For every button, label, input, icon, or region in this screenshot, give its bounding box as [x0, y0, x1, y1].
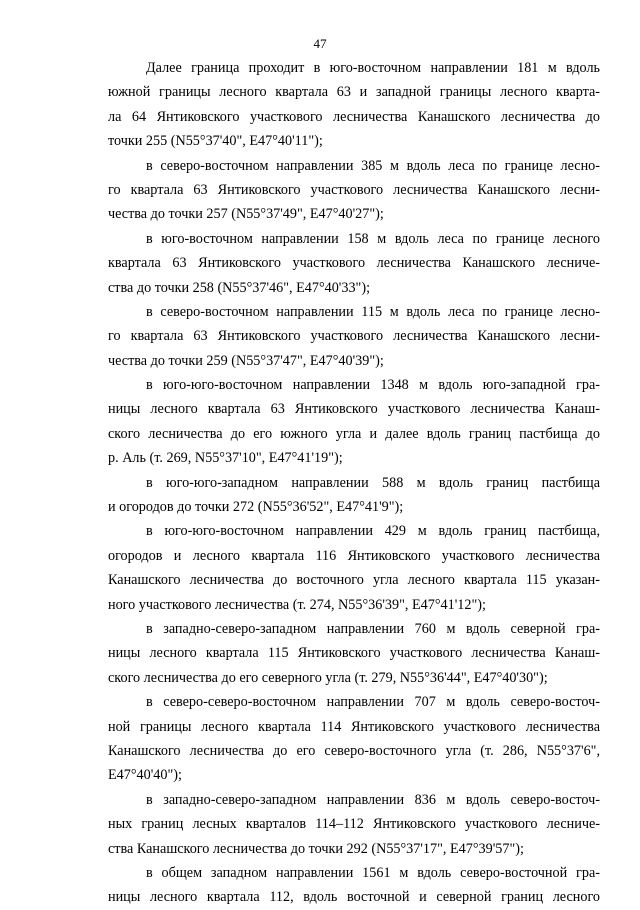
text-line: южной границы лесного квартала 63 и западной границы лесного кварта- [108, 84, 600, 101]
text-line: ных границ лесных кварталов 114–112 Янтиковского участкового лесниче- [108, 816, 600, 833]
text-line: в западно-северо-западном направлении 760 м вдоль северной гра- [146, 620, 600, 637]
text-line: ла 64 Янтиковского участкового лесничества Канашского лесничества до [108, 108, 600, 125]
paragraph [108, 56, 600, 154]
text-line: огородов и лесного квартала 116 Янтиковского участкового лесничества [108, 547, 600, 564]
text-line: го квартала 63 Янтиковского участкового лесничества Канашского лесни- [108, 328, 600, 345]
text-line: ницы лесного квартала 112, вдоль восточной и северной границ лесного [108, 889, 600, 906]
text-line: чества до точки 257 (N55°37'49", E47°40'27"); [108, 206, 384, 223]
text-line: в западно-северо-западном направлении 836 м вдоль северо-восточ- [146, 791, 600, 808]
text-line: и огородов до точки 272 (N55°36'52", E47°41'9"); [108, 499, 404, 516]
paragraph [108, 471, 600, 520]
text-line: в северо-северо-восточном направлении 707 м вдоль северо-восточ- [146, 694, 600, 711]
text-line: чества до точки 259 (N55°37'47", E47°40'39"); [108, 352, 384, 369]
text-line: ства Канашского лесничества до точки 292 (N55°37'17", E47°39'57"); [108, 840, 524, 857]
text-line: ства до точки 258 (N55°37'46", E47°40'33"); [108, 279, 371, 296]
text-line: го квартала 63 Янтиковского участкового лесничества Канашского лесни- [108, 181, 600, 198]
page-number: 47 [313, 36, 327, 51]
text-line: в северо-восточном направлении 385 м вдоль леса по границе лесно- [146, 157, 600, 174]
paragraph [108, 154, 600, 227]
paragraph [108, 861, 600, 910]
text-line: в северо-восточном направлении 115 м вдоль леса по границе лесно- [146, 303, 600, 320]
paragraph [108, 519, 600, 617]
text-line: в общем западном направлении 1561 м вдоль северо-восточной гра- [146, 864, 600, 881]
text-line: ницы лесного квартала 63 Янтиковского участкового лесничества Канаш- [108, 401, 600, 418]
text-line: точки 255 (N55°37'40", E47°40'11"); [108, 133, 323, 150]
text-line: в юго-восточном направлении 158 м вдоль леса по границе лесного [146, 230, 600, 247]
text-line: E47°40'40"); [108, 767, 182, 784]
text-line: ной границы лесного квартала 114 Янтиковского участкового лесничества [108, 718, 600, 735]
document-body [108, 56, 600, 910]
paragraph [108, 227, 600, 300]
text-line: в юго-юго-восточном направлении 1348 м вдоль юго-западной гра- [146, 377, 600, 394]
text-line: Канашского лесничества до восточного угла лесного квартала 115 указан- [108, 572, 600, 589]
paragraph [108, 617, 600, 690]
text-line: квартала 63 Янтиковского участкового лесничества Канашского лесниче- [108, 255, 600, 272]
text-line: Далее граница проходит в юго-восточном направлении 181 м вдоль [146, 60, 600, 76]
text-line: ского лесничества до его южного угла и далее вдоль границ пастбища до [108, 425, 600, 442]
text-line: р. Аль (т. 269, N55°37'10", E47°41'19"); [108, 450, 343, 467]
text-line: ского лесничества до его северного угла (т. 279, N55°36'44", E47°40'30"); [108, 669, 548, 686]
text-line: в юго-юго-западном направлении 588 м вдоль границ пастбища [146, 474, 600, 491]
paragraph [108, 690, 600, 788]
text-line: в юго-юго-восточном направлении 429 м вдоль границ пастбища, [146, 523, 600, 540]
paragraph [108, 788, 600, 861]
text-line: ницы лесного квартала 115 Янтиковского участкового лесничества Канаш- [108, 645, 600, 662]
paragraph [108, 300, 600, 373]
text-line: ного участкового лесничества (т. 274, N55°36'39", E47°41'12"); [108, 596, 486, 613]
paragraph [108, 373, 600, 471]
text-line: Канашского лесничества до его северо-восточного угла (т. 286, N55°37'6", [108, 742, 600, 759]
